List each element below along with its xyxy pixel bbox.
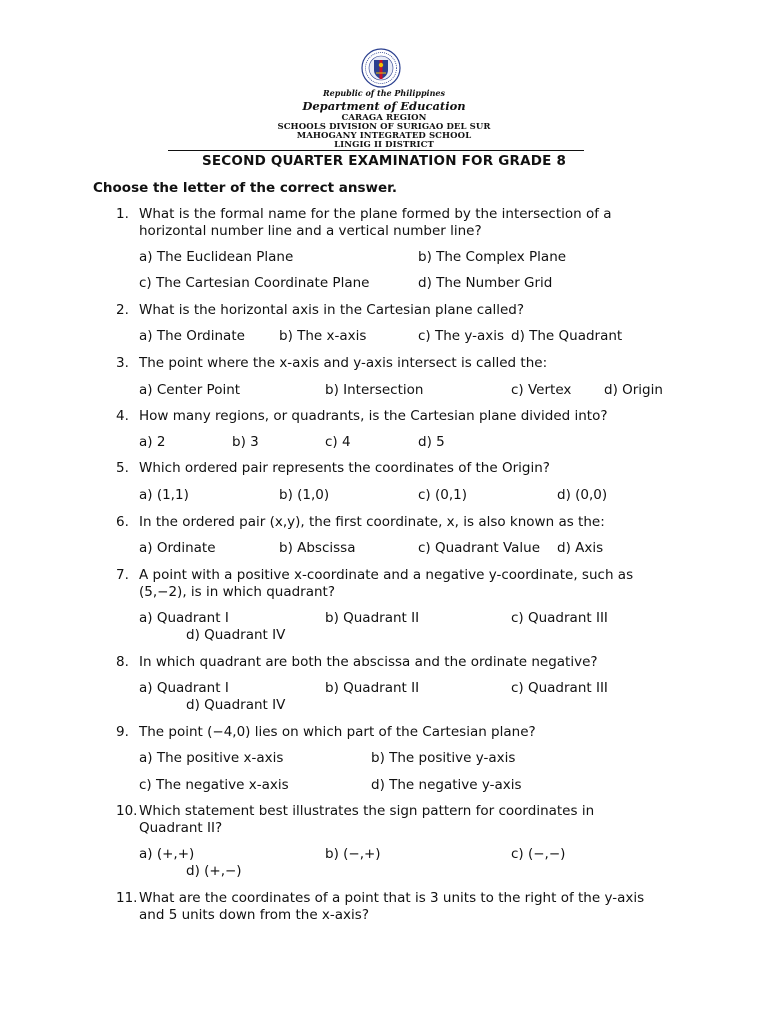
choice-d: d) 5 xyxy=(418,434,445,450)
question-text: A point with a positive x-coordinate and a negative y-coordinate, such as xyxy=(139,567,634,583)
question-number: 7. xyxy=(116,567,129,583)
question-text: What is the formal name for the plane formed by the intersection of a xyxy=(139,206,612,222)
choice-a: a) The Ordinate xyxy=(139,328,245,344)
choice-b: b) The positive y-axis xyxy=(371,750,516,766)
question-number: 2. xyxy=(116,302,129,318)
choice-d: d) (0,0) xyxy=(557,487,608,503)
choice-c: c) (0,1) xyxy=(418,487,467,503)
choice-a: a) (1,1) xyxy=(139,487,189,503)
choice-c: c) Quadrant III xyxy=(511,610,608,626)
question-text: In which quadrant are both the abscissa and the ordinate negative? xyxy=(139,654,598,670)
choice-c: c) Quadrant III xyxy=(511,680,608,696)
choice-c: c) Quadrant Value xyxy=(418,540,541,556)
question-text: The point where the x-axis and y-axis intersect is called the: xyxy=(139,355,548,371)
question-number: 10. xyxy=(116,803,138,819)
choice-c: c) (−,−) xyxy=(511,846,566,862)
choice-b: b) Quadrant II xyxy=(325,610,420,626)
choice-c: c) Vertex xyxy=(511,382,572,398)
header-school: MAHOGANY INTEGRATED SCHOOL xyxy=(296,131,472,141)
choice-d: d) The Number Grid xyxy=(418,275,553,291)
choice-b: b) The Complex Plane xyxy=(418,249,567,265)
header-republic: Republic of the Philippines xyxy=(322,88,445,98)
choice-a: a) The Euclidean Plane xyxy=(139,249,294,265)
question-text: What are the coordinates of a point that is 3 units to the right of the y-axis xyxy=(139,890,645,906)
question-text: How many regions, or quadrants, is the Cartesian plane divided into? xyxy=(139,408,608,424)
choice-d: d) Axis xyxy=(557,540,604,556)
choice-b: b) The x-axis xyxy=(279,328,367,344)
choice-d: d) Quadrant IV xyxy=(186,627,286,643)
choice-a: a) Center Point xyxy=(139,382,241,398)
choice-b: b) 3 xyxy=(232,434,259,450)
header-region: CARAGA REGION xyxy=(341,113,427,123)
choice-d: d) Origin xyxy=(604,382,663,398)
choice-c: c) The Cartesian Coordinate Plane xyxy=(139,275,370,291)
choice-b: b) (−,+) xyxy=(325,846,381,862)
header-department: Department of Education xyxy=(302,99,466,113)
question-number: 3. xyxy=(116,355,129,371)
choice-c: c) 4 xyxy=(325,434,351,450)
header-division: SCHOOLS DIVISION OF SURIGAO DEL SUR xyxy=(277,122,491,132)
question-number: 9. xyxy=(116,724,129,740)
choice-b: b) Intersection xyxy=(325,382,424,398)
choice-d: d) (+,−) xyxy=(186,863,242,879)
question-number: 8. xyxy=(116,654,129,670)
header-divider xyxy=(168,150,584,151)
choice-d: d) Quadrant IV xyxy=(186,697,286,713)
question-number: 5. xyxy=(116,460,129,476)
deped-seal-icon xyxy=(361,48,401,88)
question-text: (5,−2), is in which quadrant? xyxy=(139,584,335,600)
question-text: In the ordered pair (x,y), the first coordinate, x, is also known as the: xyxy=(139,514,605,530)
instructions: Choose the letter of the correct answer. xyxy=(93,180,398,196)
choice-a: a) 2 xyxy=(139,434,166,450)
choice-c: c) The y-axis xyxy=(418,328,505,344)
choice-b: b) Quadrant II xyxy=(325,680,420,696)
choice-b: b) Abscissa xyxy=(279,540,356,556)
choice-b: b) (1,0) xyxy=(279,487,330,503)
question-text: Which ordered pair represents the coordinates of the Origin? xyxy=(139,460,550,476)
choice-d: d) The negative y-axis xyxy=(371,777,522,793)
question-text: and 5 units down from the x-axis? xyxy=(139,907,369,923)
question-number: 6. xyxy=(116,514,129,530)
choice-d: d) The Quadrant xyxy=(511,328,623,344)
choice-a: a) (+,+) xyxy=(139,846,195,862)
header-district: LINGIG II DISTRICT xyxy=(334,140,434,150)
question-text: Which statement best illustrates the sign pattern for coordinates in xyxy=(139,803,595,819)
choice-a: a) Ordinate xyxy=(139,540,216,556)
question-text: Quadrant II? xyxy=(139,820,223,836)
question-number: 1. xyxy=(116,206,129,222)
question-text: The point (−4,0) lies on which part of the Cartesian plane? xyxy=(139,724,536,740)
question-text: What is the horizontal axis in the Cartesian plane called? xyxy=(139,302,525,318)
choice-a: a) Quadrant I xyxy=(139,680,229,696)
choice-c: c) The negative x-axis xyxy=(139,777,289,793)
choice-a: a) Quadrant I xyxy=(139,610,229,626)
choice-a: a) The positive x-axis xyxy=(139,750,284,766)
question-number: 4. xyxy=(116,408,129,424)
exam-title: SECOND QUARTER EXAMINATION FOR GRADE 8 xyxy=(201,153,567,169)
question-number: 11. xyxy=(116,890,138,906)
question-text: horizontal number line and a vertical number line? xyxy=(139,223,482,239)
